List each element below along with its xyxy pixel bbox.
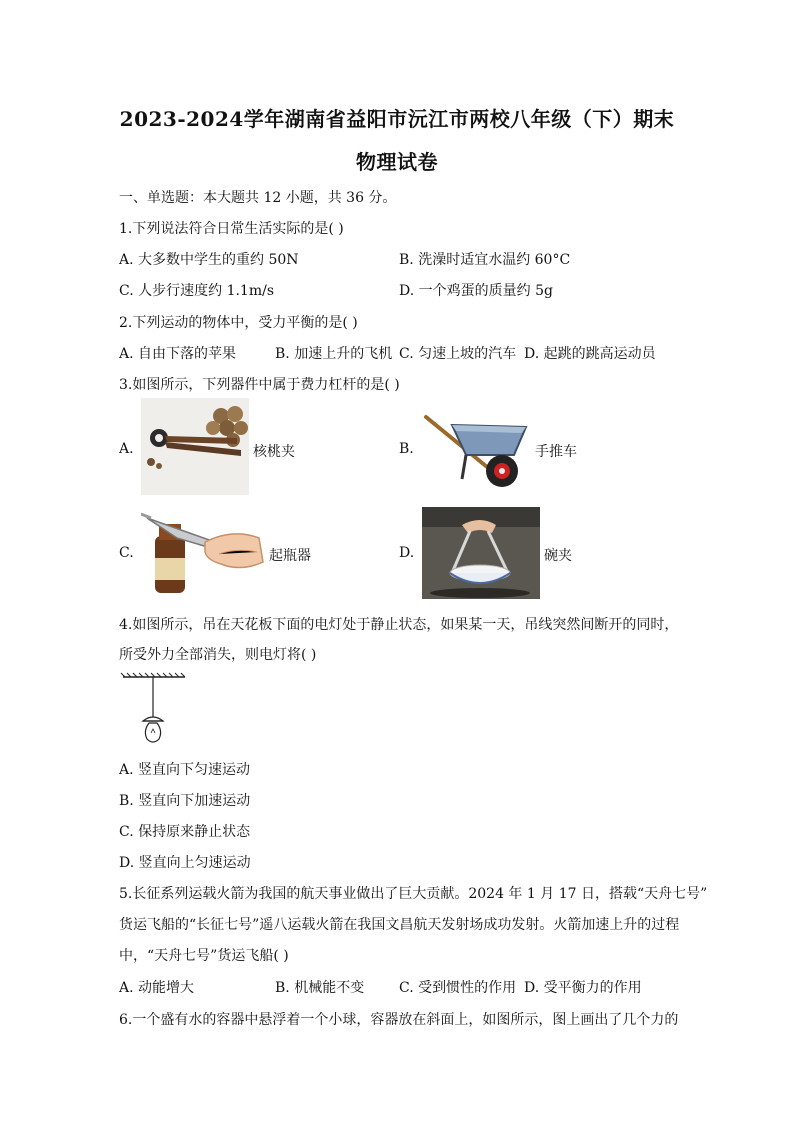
question-3-stem: 3.如图所示，下列器件中属于费力杠杆的是( ) [119,377,400,393]
question-3-option-d-letter: D. [399,545,415,561]
walnut-5 [206,421,220,435]
nutcracker-image [141,398,249,495]
question-5-stem-line-2: 货运飞船的“长征七号”遥八运载火箭在我国文昌航天发射场成功发射。火箭加速上升的过程 [119,917,680,933]
walnut-2 [227,406,243,422]
question-3-option-d-label: 碗夹 [544,548,572,564]
question-1-stem: 1.下列说法符合日常生活实际的是( ) [119,221,344,237]
question-4-option-d: D. 竖直向上匀速运动 [119,855,251,871]
question-5-stem-line-1: 5.长征系列运载火箭为我国的航天事业做出了巨大贡献。2024 年 1 月 17 日，搭载“天舟七号” [119,886,708,902]
question-1-option-a: A. 大多数中学生的重约 50N [119,252,299,268]
bottle-opener-image [141,508,267,593]
question-5-stem-line-3: 中，“天舟七号”货运飞船( ) [119,948,289,964]
question-3-option-c-letter: C. [119,545,134,561]
question-4-stem-line-1: 4.如图所示，吊在天花板下面的电灯处于静止状态，如果某一天，吊线突然间断开的同时， [119,617,679,633]
title-line-2: 物理试卷 [356,150,438,174]
section-heading: 一、单选题：本大题共 12 小题，共 36 分。 [119,190,397,206]
question-1-option-b: B. 洗澡时适宜水温约 60°C [399,252,571,268]
question-4-option-a: A. 竖直向下匀速运动 [119,762,251,778]
question-2-option-c: C. 匀速上坡的汽车 [399,346,517,362]
question-2-option-a: A. 自由下落的苹果 [119,346,237,362]
question-5-option-d: D. 受平衡力的作用 [524,980,642,996]
question-2-option-d: D. 起跳的跳高运动员 [524,346,656,362]
question-3-option-a-letter: A. [119,441,134,457]
question-4-stem-line-2: 所受外力全部消失，则电灯将( ) [119,647,317,663]
wheelbarrow-image [422,405,530,495]
question-6-stem-line-1: 6.一个盛有水的容器中悬浮着一个小球，容器放在斜面上，如图所示，图上画出了几个力的 [119,1012,679,1028]
title-line-1: 2023-2024学年湖南省益阳市沅江市两校八年级（下）期末 [119,107,675,131]
question-4-option-c: C. 保持原来静止状态 [119,824,251,840]
question-3-option-b-letter: B. [399,441,414,457]
question-3-option-a-label: 核桃夹 [253,444,295,460]
question-1-option-d: D. 一个鸡蛋的质量约 5g [399,283,553,299]
question-1-option-c: C. 人步行速度约 1.1m/s [119,283,275,299]
question-5-option-b: B. 机械能不变 [275,980,365,996]
question-2-option-b: B. 加速上升的飞机 [275,346,393,362]
question-4-option-b: B. 竖直向下加速运动 [119,793,251,809]
question-3-option-c-label: 起瓶器 [269,548,311,564]
question-3-option-b-label: 手推车 [535,444,577,460]
question-2-stem: 2.下列运动的物体中，受力平衡的是( ) [119,315,358,331]
hanging-lamp-figure [119,671,189,751]
bowl-clip-image [422,507,540,599]
question-5-option-c: C. 受到惯性的作用 [399,980,517,996]
question-5-option-a: A. 动能增大 [119,980,195,996]
walnut-4 [234,421,248,435]
light-bulb [145,723,160,742]
